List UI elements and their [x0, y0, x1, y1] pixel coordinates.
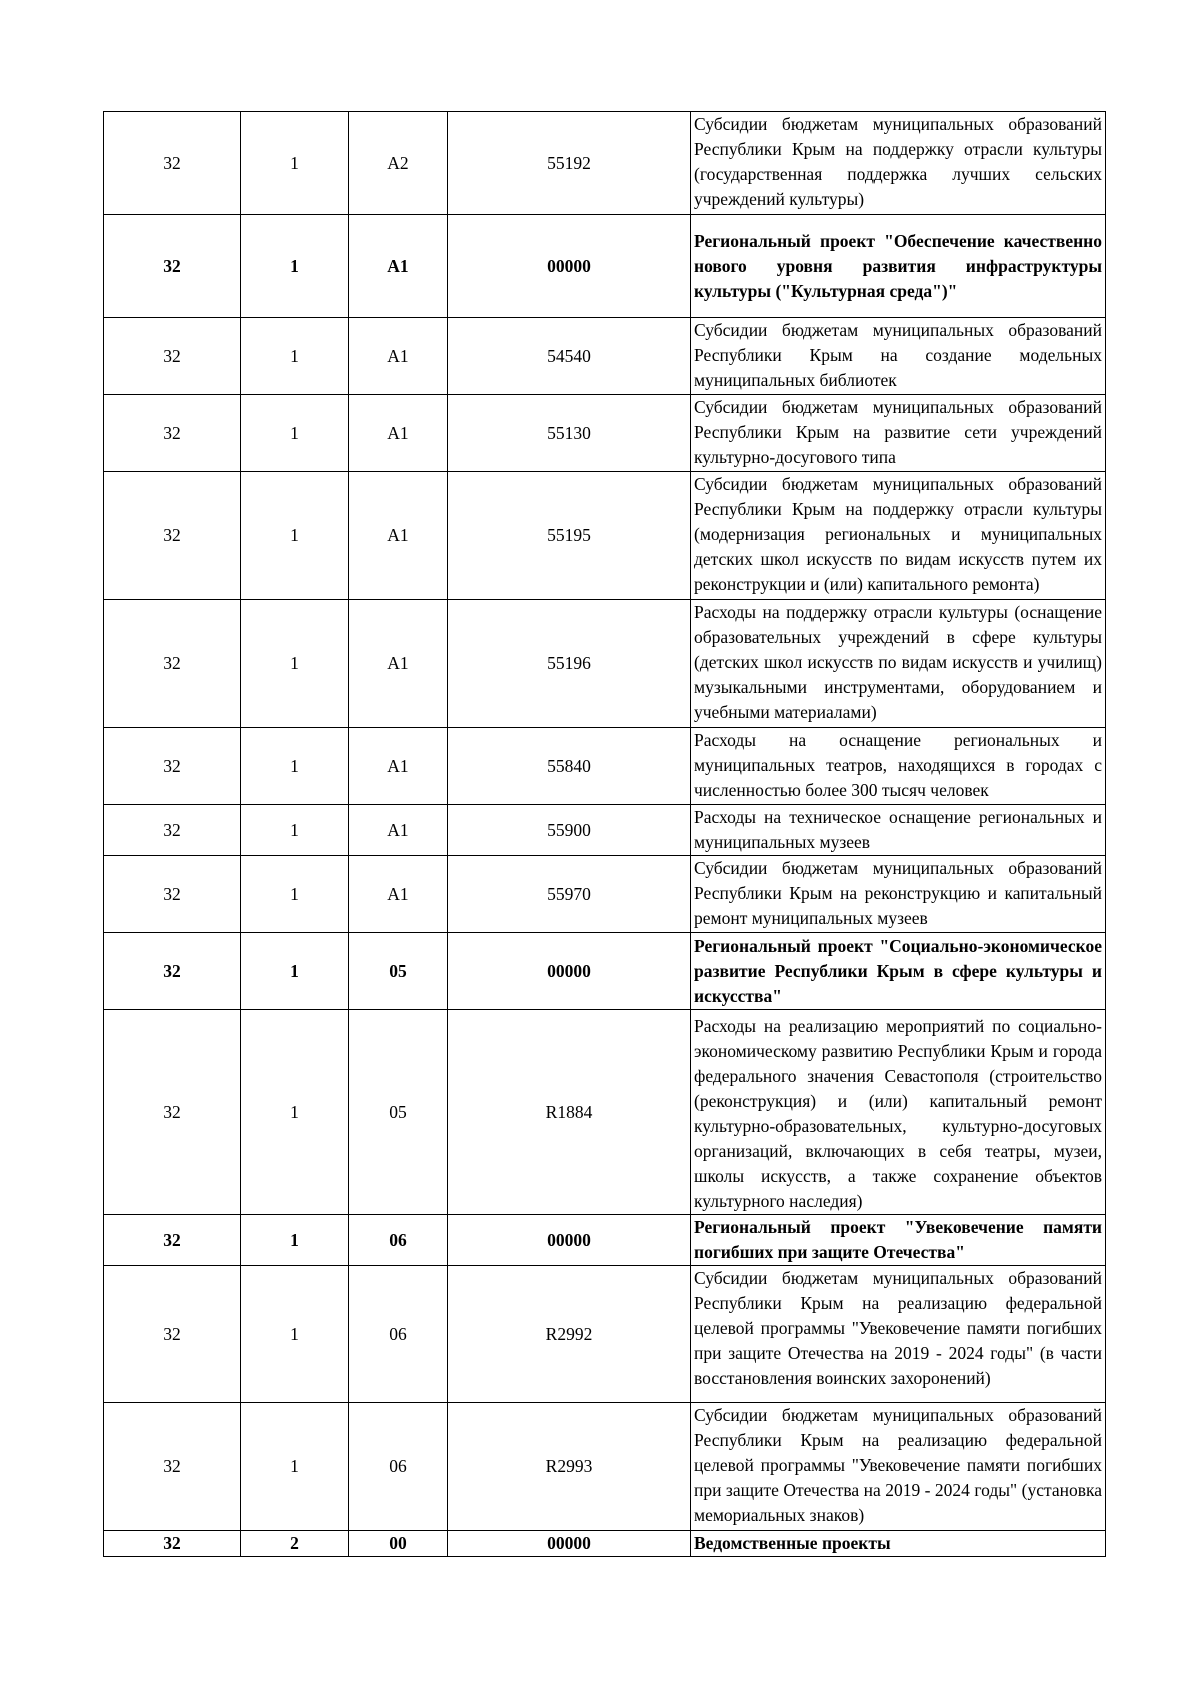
cell-code-4: 55195: [448, 472, 691, 600]
cell-code-1: 32: [104, 318, 241, 395]
table-row: [104, 395, 1106, 472]
cell-description: Расходы на реализацию мероприятий по социально-экономическому развитию Республики Крым и города федерального значения Севастополя (строительство (реконструкция) и (или) капитальный ремонт культурно-образовательных, культурно-досуговых организаций, включающих в себя театры, музеи, школы искусств, а также сохранение объектов культурного наследия): [691, 1010, 1106, 1215]
cell-code-2: 1: [241, 472, 349, 600]
cell-code-2: 2: [241, 1531, 349, 1557]
cell-code-1: 32: [104, 856, 241, 933]
cell-code-1: 32: [104, 805, 241, 856]
cell-code-2: 1: [241, 728, 349, 805]
cell-code-3: 00: [349, 1531, 448, 1557]
cell-description: Расходы на техническое оснащение региональных и муниципальных музеев: [691, 805, 1106, 856]
cell-code-3: 05: [349, 1010, 448, 1215]
table-row: [104, 215, 1106, 318]
cell-description: Субсидии бюджетам муниципальных образований Республики Крым на поддержку отрасли культуры (модернизация региональных и муниципальных детских школ искусств по видам искусств путем их реконструкции и (или) капитального ремонта): [691, 472, 1106, 600]
cell-code-2: 1: [241, 112, 349, 215]
table-row: [104, 318, 1106, 395]
cell-code-1: 32: [104, 1403, 241, 1531]
cell-code-3: А1: [349, 395, 448, 472]
cell-code-3: 06: [349, 1215, 448, 1266]
cell-code-1: 32: [104, 1266, 241, 1403]
table-row: [104, 1215, 1106, 1266]
cell-description: Субсидии бюджетам муниципальных образований Республики Крым на реализацию федеральной целевой программы "Увековечение памяти погибших при защите Отечества на 2019 - 2024 годы" (в части восстановления воинских захоронений): [691, 1266, 1106, 1403]
cell-code-2: 1: [241, 1215, 349, 1266]
cell-description: Субсидии бюджетам муниципальных образований Республики Крым на создание модельных муниципальных библиотек: [691, 318, 1106, 395]
cell-code-4: 00000: [448, 933, 691, 1010]
table-row: [104, 1403, 1106, 1531]
table-row: [104, 856, 1106, 933]
cell-code-4: 00000: [448, 215, 691, 318]
cell-code-3: А2: [349, 112, 448, 215]
table-row: [104, 600, 1106, 728]
cell-code-3: А1: [349, 318, 448, 395]
cell-code-2: 1: [241, 1266, 349, 1403]
cell-description: Расходы на оснащение региональных и муниципальных театров, находящихся в городах с численностью более 300 тысяч человек: [691, 728, 1106, 805]
cell-code-2: 1: [241, 933, 349, 1010]
table-row: [104, 472, 1106, 600]
cell-code-3: А1: [349, 215, 448, 318]
cell-description: Расходы на поддержку отрасли культуры (оснащение образовательных учреждений в сфере культуры (детских школ искусств по видам искусств и училищ) музыкальными инструментами, оборудованием и учебными материалами): [691, 600, 1106, 728]
table-row: [104, 933, 1106, 1010]
cell-code-1: 32: [104, 1010, 241, 1215]
cell-code-4: 55900: [448, 805, 691, 856]
cell-code-3: А1: [349, 856, 448, 933]
cell-description: Региональный проект "Социально-экономическое развитие Республики Крым в сфере культуры и искусства": [691, 933, 1106, 1010]
cell-code-2: 1: [241, 1403, 349, 1531]
cell-description: Субсидии бюджетам муниципальных образований Республики Крым на реализацию федеральной целевой программы "Увековечение памяти погибших при защите Отечества на 2019 - 2024 годы" (установка мемориальных знаков): [691, 1403, 1106, 1531]
cell-code-3: А1: [349, 805, 448, 856]
table-row: [104, 728, 1106, 805]
cell-description: Субсидии бюджетам муниципальных образований Республики Крым на реконструкцию и капитальный ремонт муниципальных музеев: [691, 856, 1106, 933]
cell-code-4: R1884: [448, 1010, 691, 1215]
table-body: [104, 112, 1106, 1557]
cell-code-3: А1: [349, 600, 448, 728]
cell-code-1: 32: [104, 1531, 241, 1557]
cell-code-3: 06: [349, 1403, 448, 1531]
cell-description: Региональный проект "Обеспечение качественно нового уровня развития инфраструктуры культуры ("Культурная среда")": [691, 215, 1106, 318]
table-row: [104, 1531, 1106, 1557]
cell-code-3: А1: [349, 472, 448, 600]
cell-code-2: 1: [241, 395, 349, 472]
cell-code-2: 1: [241, 805, 349, 856]
table-row: [104, 1010, 1106, 1215]
cell-code-1: 32: [104, 728, 241, 805]
cell-code-4: 55970: [448, 856, 691, 933]
cell-code-4: R2992: [448, 1266, 691, 1403]
cell-code-3: 05: [349, 933, 448, 1010]
budget-code-table: [103, 111, 1106, 1557]
cell-code-1: 32: [104, 215, 241, 318]
cell-code-4: 55196: [448, 600, 691, 728]
cell-code-1: 32: [104, 112, 241, 215]
cell-code-4: 55840: [448, 728, 691, 805]
cell-code-3: А1: [349, 728, 448, 805]
cell-code-4: 00000: [448, 1215, 691, 1266]
cell-code-2: 1: [241, 600, 349, 728]
cell-code-1: 32: [104, 933, 241, 1010]
cell-code-4: 55130: [448, 395, 691, 472]
cell-description: Региональный проект "Увековечение памяти погибших при защите Отечества": [691, 1215, 1106, 1266]
cell-description: Ведомственные проекты: [691, 1531, 1106, 1557]
table-row: [104, 805, 1106, 856]
cell-description: Субсидии бюджетам муниципальных образований Республики Крым на развитие сети учреждений культурно-досугового типа: [691, 395, 1106, 472]
cell-code-1: 32: [104, 395, 241, 472]
cell-code-2: 1: [241, 1010, 349, 1215]
cell-code-4: 00000: [448, 1531, 691, 1557]
cell-code-2: 1: [241, 215, 349, 318]
cell-code-2: 1: [241, 318, 349, 395]
cell-code-1: 32: [104, 472, 241, 600]
cell-code-2: 1: [241, 856, 349, 933]
table-row: [104, 112, 1106, 215]
cell-description: Субсидии бюджетам муниципальных образований Республики Крым на поддержку отрасли культуры (государственная поддержка лучших сельских учреждений культуры): [691, 112, 1106, 215]
table-row: [104, 1266, 1106, 1403]
cell-code-4: R2993: [448, 1403, 691, 1531]
cell-code-3: 06: [349, 1266, 448, 1403]
cell-code-4: 55192: [448, 112, 691, 215]
cell-code-1: 32: [104, 600, 241, 728]
cell-code-1: 32: [104, 1215, 241, 1266]
cell-code-4: 54540: [448, 318, 691, 395]
